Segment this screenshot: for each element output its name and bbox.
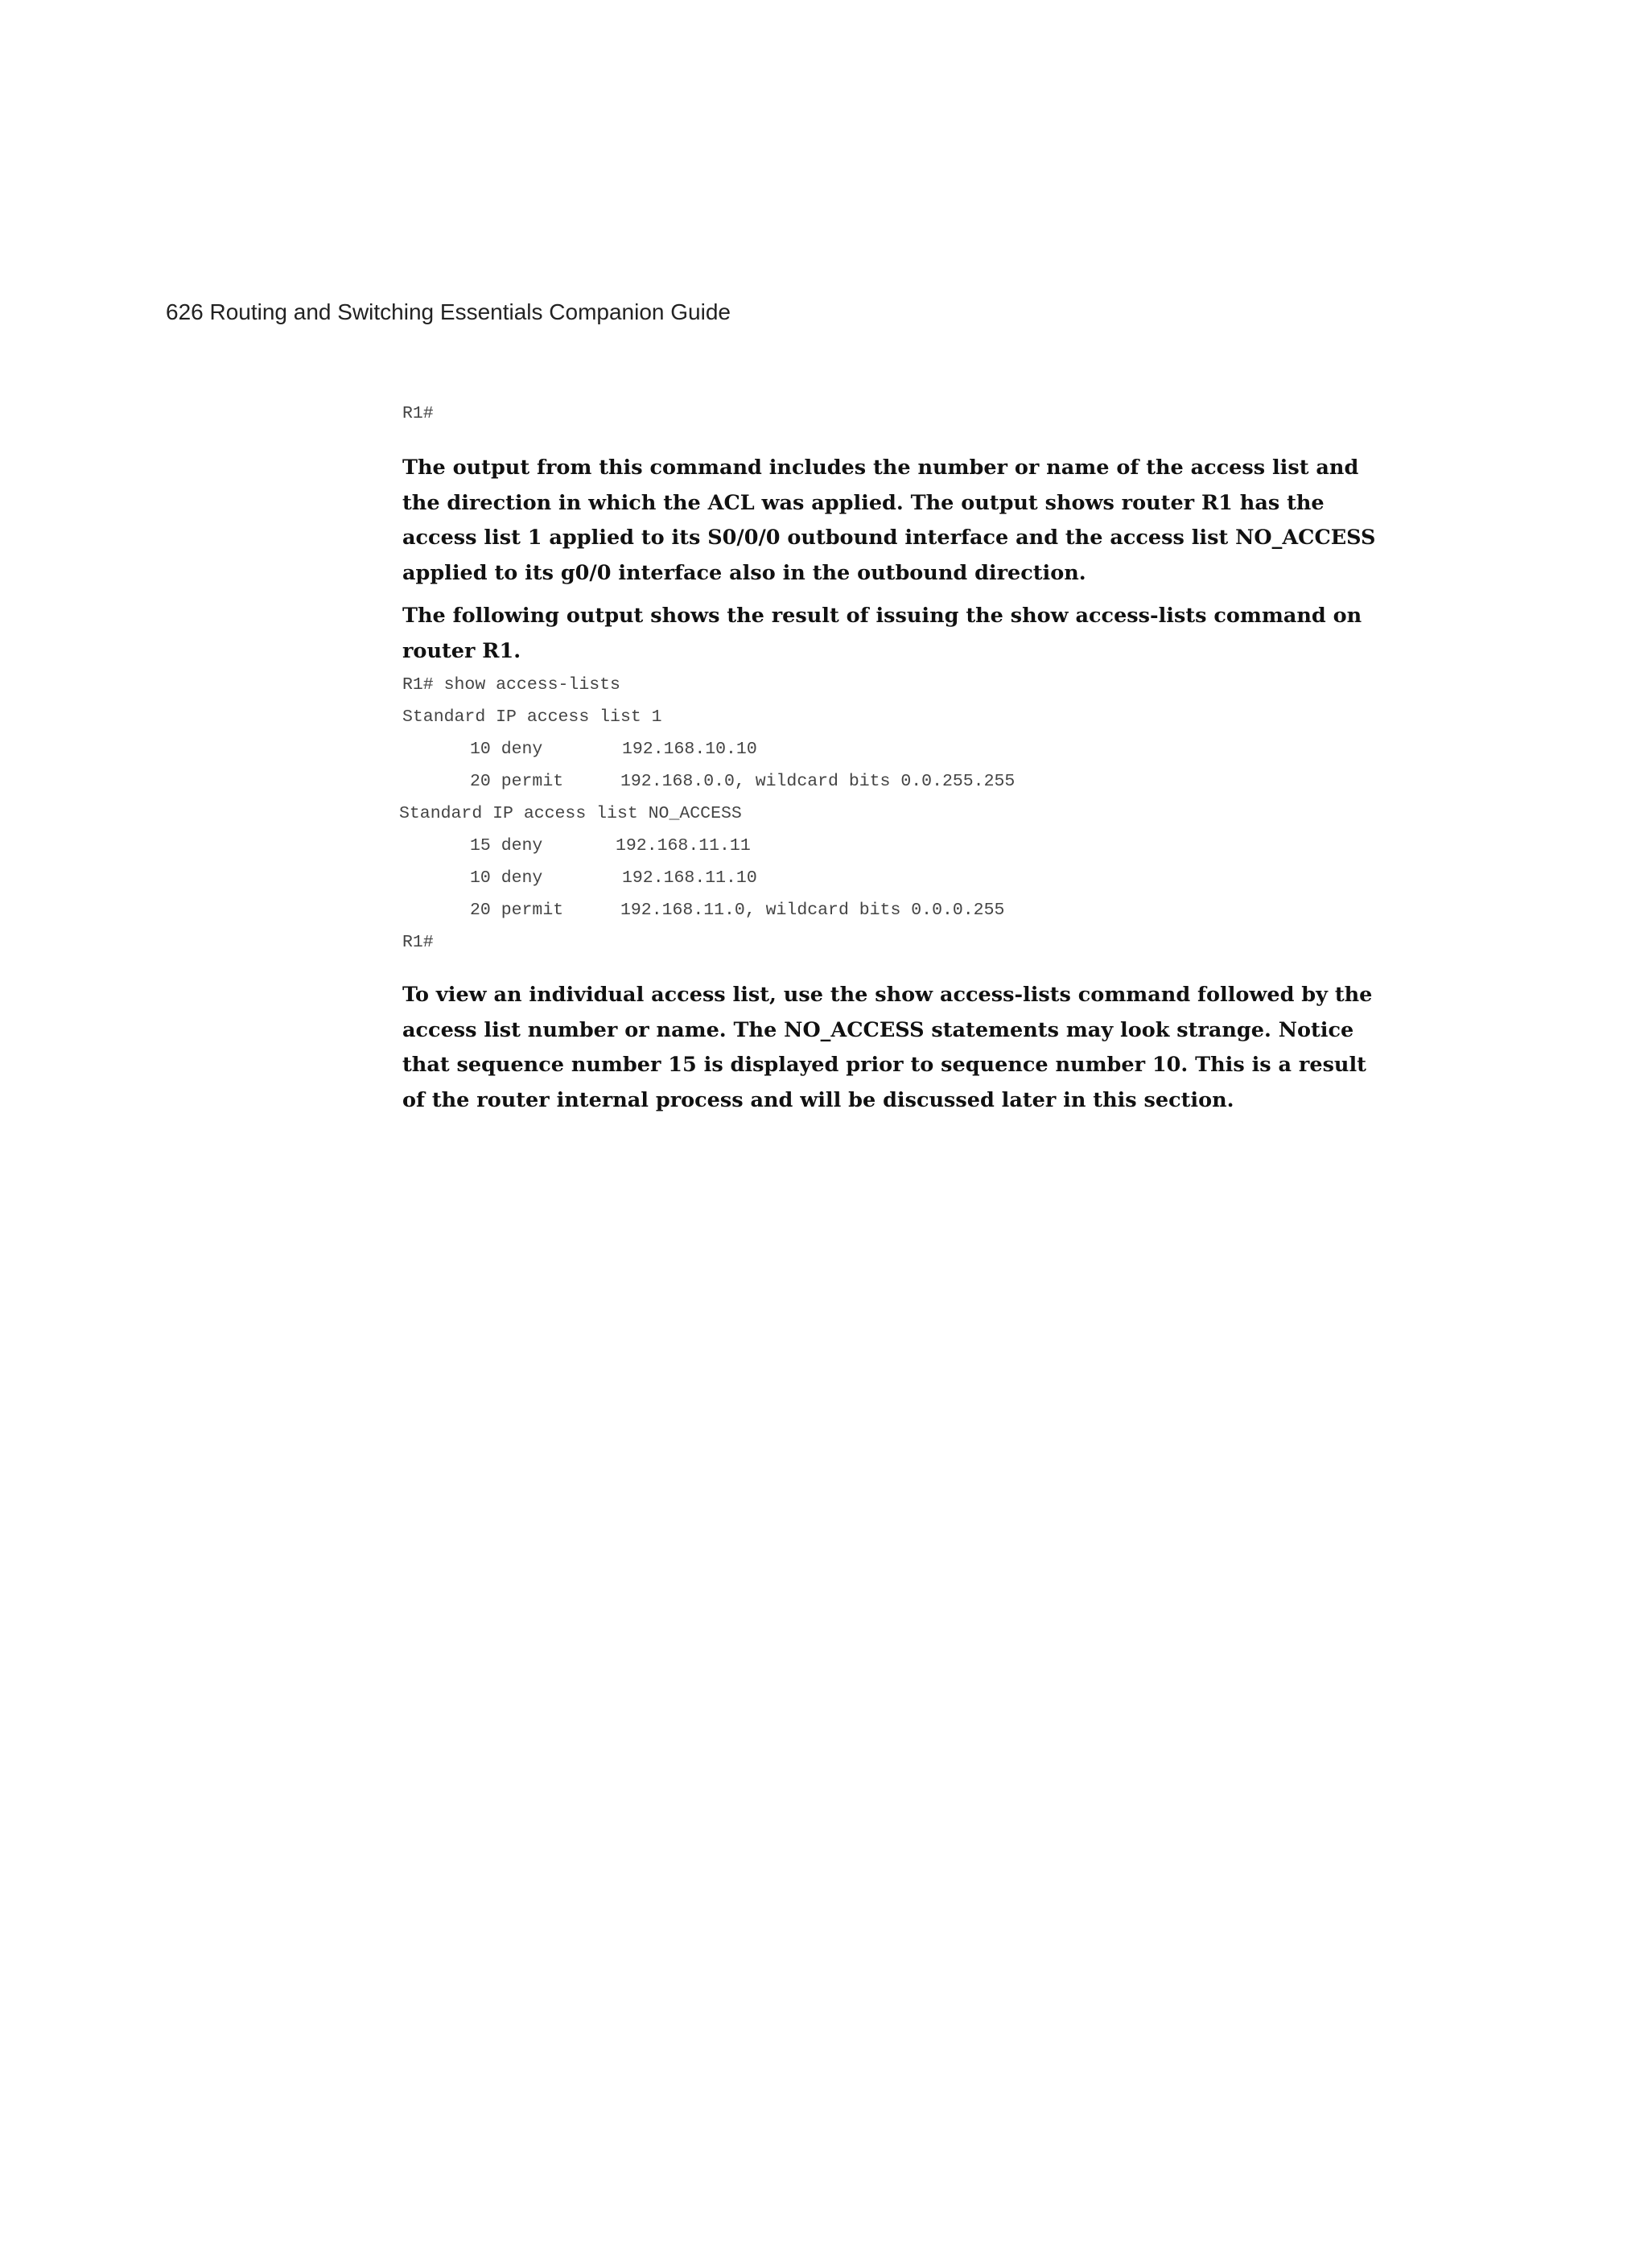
code-acl1-rule xyxy=(402,733,1384,765)
paragraph-show-access-lists-intro: The following output shows the result of issuing the show access-lists command on router R1. xyxy=(402,604,1362,663)
paragraph-individual-access-list: To view an individual access list, use the show access-lists command followed by the access list number or name. The NO_ACCESS statements may look strange. Notice that sequence number 15 is displayed prior to sequence number 10. This is a result of the router internal process and will be discussed later in this section. xyxy=(402,983,1373,1112)
code-rule-seq-action: 15 deny xyxy=(470,836,543,856)
paragraph-output-explanation: The output from this command includes the number or name of the access list and the direction in which the ACL was applied. The output shows router R1 has the access list 1 applied to its S0/0/0 outbound interface and the access list NO_ACCESS applied to its g0/0 interface also in the outbound direction. xyxy=(402,456,1376,585)
code-acl1-rule xyxy=(402,765,1384,798)
code-rule-seq-action: 20 permit xyxy=(470,901,564,920)
code-acl2-rule xyxy=(402,830,1384,862)
code-rule-seq-action: 20 permit xyxy=(470,772,564,791)
code-acl2-rule xyxy=(402,862,1384,894)
code-rule-seq-action: 10 deny xyxy=(470,868,543,888)
code-rule-match: 192.168.11.11 xyxy=(616,836,751,856)
code-block-show-access-lists xyxy=(399,669,1384,959)
code-rule-match: 192.168.10.10 xyxy=(622,740,757,759)
running-head: 626 Routing and Switching Essentials Companion Guide xyxy=(166,299,731,324)
code-rule-match: 192.168.11.10 xyxy=(622,868,757,888)
page-body xyxy=(399,398,1384,1118)
code-command-line: R1# show access-lists xyxy=(402,675,620,695)
code-rule-seq-action: 10 deny xyxy=(470,740,543,759)
code-prompt-end: R1# xyxy=(402,933,434,952)
code-acl2-header: Standard IP access list NO_ACCESS xyxy=(399,804,742,823)
code-acl1-header: Standard IP access list 1 xyxy=(402,707,662,727)
code-acl2-rule xyxy=(402,894,1384,926)
code-rule-match: 192.168.11.0, wildcard bits 0.0.0.255 xyxy=(620,901,1005,920)
code-rule-match: 192.168.0.0, wildcard bits 0.0.255.255 xyxy=(620,772,1016,791)
code-prompt-top: R1# xyxy=(402,404,434,423)
